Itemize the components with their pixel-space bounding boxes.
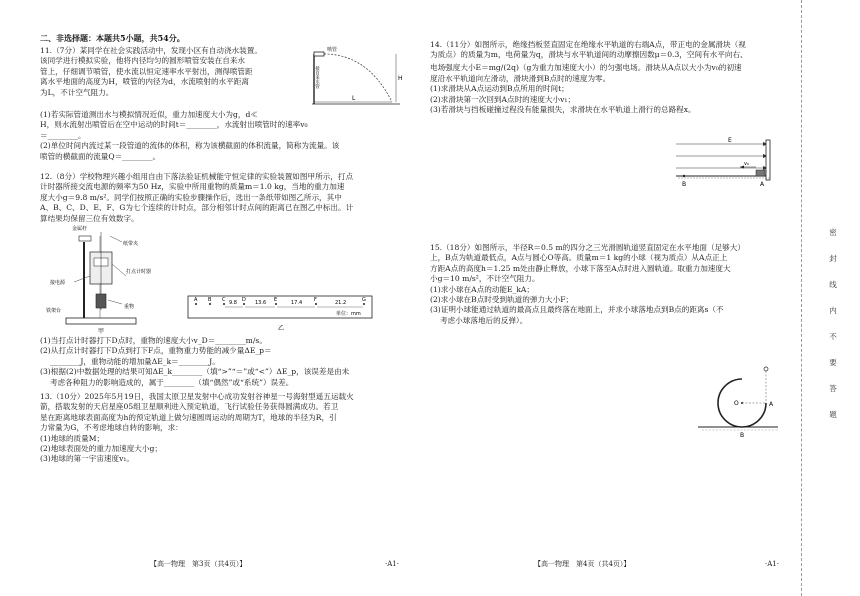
point-b-label: B xyxy=(740,432,745,439)
q12-line: 算结果均保留三位有效数字。 xyxy=(40,213,139,223)
point-a-label: A xyxy=(760,181,765,188)
q12-line: A、B、C、D、E、F、G为七个连续的计时点，部分相邻计时点间的距离已在图乙中标出。计 xyxy=(40,203,354,213)
q14-sub: (1)求滑块从A点运动到B点所用的时间t； xyxy=(430,84,569,94)
question-11 xyxy=(40,46,302,98)
tape-point-dot xyxy=(315,303,317,305)
question-12 xyxy=(40,172,404,224)
q11-line: 11.（7分）某同学在社会实践活动中，发现小区有自动浇水装置。 xyxy=(40,46,262,55)
question-15 xyxy=(430,243,785,326)
metal-rod-label: 金属杆 xyxy=(72,226,88,232)
tape-point-label: G xyxy=(362,297,366,303)
binding-strip-char: 封 xyxy=(829,254,837,263)
binding-strip xyxy=(801,0,860,596)
q11-line: 为L，不计空气阻力。 xyxy=(40,87,114,97)
q13-line: 13.（10分）2025年5月19日，我国太原卫星发射中心成功发射谷神星一号海射型遥五运载火 xyxy=(40,392,354,401)
distance-label: L xyxy=(352,95,356,102)
q15-sub: (3)证明小球能通过轨道的最高点且最终落在地面上，并求小球落地点到B点的距离s（不 xyxy=(430,305,724,315)
q11-sub2: (2)单位时间内流过某一段管道的流体的体积，称为该横截面的体积流量，简称为流量。该 xyxy=(40,141,340,151)
tape-distance-label: 21.2 xyxy=(335,300,347,306)
velocity-label: v₀ xyxy=(744,161,749,167)
page-code-left: ·A1· xyxy=(385,560,399,568)
tape-point-dot xyxy=(243,303,245,305)
q14-line: 14.（11分）如图所示，绝缘挡板竖直固定在绝缘水平轨道的右端A点，带正电的金属滑块（视 xyxy=(430,40,746,49)
q15-sub: (2)求小球在B点时受到轨道的弹力大小F； xyxy=(430,295,574,305)
q14-figure xyxy=(674,136,780,192)
q11-sub1: H，则水流射出喷管后在空中运动的时间t＝________，水流射出喷管时的速率v₀ xyxy=(40,120,308,130)
pipe-label: 接自来水管 xyxy=(314,66,320,89)
tape-distance-label: 13.6 xyxy=(255,300,267,306)
tape-distance-label: 17.4 xyxy=(291,300,303,306)
q11-sub1: (1)若实际管道测出水与模拟情况近似，重力加速度大小为g，d≪ xyxy=(40,110,258,119)
tape-point-label: C xyxy=(222,297,226,303)
q13-line: 箭，搭载发射的天启星座05组卫星顺利进入预定轨道，飞行试验任务获得圆满成功。若卫 xyxy=(40,402,339,412)
unit-label: 单位：mm xyxy=(336,311,361,317)
tape-point-label: F xyxy=(314,297,317,303)
q12-sub3: 考虑各种阻力的影响造成的，属于________（填“偶然”或“系统”）误差。 xyxy=(50,377,294,387)
height-label: H xyxy=(398,75,403,82)
q15-line: 小g＝10 m/s²，不计空气阻力。 xyxy=(430,274,540,284)
tape-point-label: D xyxy=(242,297,246,303)
q14-sub: (3)若滑块与挡板碰撞过程没有能量损失，求滑块在水平轨道上滑行的总路程x。 xyxy=(430,105,696,115)
tape-point-label: B xyxy=(208,297,212,303)
q11-sub1: ＝________。 xyxy=(40,130,86,140)
page-footer-right: 【高一物理 第4页（共4页）】 xyxy=(534,560,631,568)
binding-strip-char: 线 xyxy=(829,280,837,289)
timer-label: 打点计时器 xyxy=(126,269,152,275)
binding-strip-char: 答 xyxy=(829,384,837,393)
figure-caption-yi: 乙 xyxy=(278,325,285,332)
q13-sub: (2)地球表面处的重力加速度大小g； xyxy=(40,444,162,454)
q15-line: 15.（18分）如图所示，半径R＝0.5 m的四分之三光滑圆轨道竖直固定在水平地面（足够大） xyxy=(430,243,745,252)
q11-sub2: 喷管的横截面的流量Q＝________。 xyxy=(40,151,161,161)
q13-sub: (1)地球的质量M； xyxy=(40,433,105,443)
page-code-right: ·A1· xyxy=(765,560,779,568)
q14-line: 为质点）的质量为m，电荷量为q，滑块与水平轨道间的动摩擦因数μ＝0.3，空间有水平向右、 xyxy=(430,50,748,60)
tape-point-dot xyxy=(363,303,365,305)
q12-figure-yi xyxy=(186,290,378,334)
q13-sub: (3)地球的第一宇宙速度v₁。 xyxy=(40,454,135,464)
q14-line: 电场强度大小E＝mg/(2q)（g为重力加速度大小）的匀强电场。滑块从A点以大小为v₀的初速 xyxy=(430,62,742,72)
q12-line: 计时器所接交流电源的频率为50 Hz，实验中所用重物的质量m＝1.0 kg，当地的重力加速 xyxy=(40,182,345,192)
q15-line: 方距A点的高度h＝1.25 m处由静止释放，小球下落至A点时进入圆轨道。取重力加速度大 xyxy=(430,263,731,273)
question-13 xyxy=(40,392,404,465)
binding-strip-char: 不 xyxy=(829,332,837,341)
tape-distance-label: 9.8 xyxy=(229,300,237,306)
q15-sub: 考虑小球落地后的反弹）。 xyxy=(440,315,528,325)
question-11-subs xyxy=(40,110,404,162)
figure-caption-jia: 甲 xyxy=(98,328,105,335)
stand-label: 铁架台 xyxy=(46,308,62,314)
q12-sub1: (1)当打点计时器打下D点时，重物的速度大小v_D＝________m/s。 xyxy=(40,336,267,345)
q12-line: 度大小g＝9.8 m/s²。同学们按照正确的实验步骤操作后，选出一条纸带如图乙所示，其中 xyxy=(40,192,342,202)
weight-label: 重物 xyxy=(124,304,135,310)
section-title: 二、非选择题：本题共5小题，共54分。 xyxy=(40,33,185,43)
tape-point-dot xyxy=(275,303,277,305)
tape-point-label: A xyxy=(194,297,198,303)
q13-line: 力常量为G，不考虑地球自转的影响，求： xyxy=(40,423,183,433)
tape-point-label: E xyxy=(274,297,278,303)
q12-sub2: (2)从打点计时器打下D点到打下F点，重物重力势能的减少量ΔE_p＝ xyxy=(40,346,272,356)
q12-figure-jia xyxy=(42,222,162,336)
tape-point-dot xyxy=(223,303,225,305)
q15-figure xyxy=(692,345,782,440)
q11-figure xyxy=(308,44,404,108)
binding-strip-char: 内 xyxy=(829,306,837,315)
nozzle-label: 喷管 xyxy=(327,47,338,53)
point-a-label: A xyxy=(769,401,774,408)
field-label: E xyxy=(728,137,732,144)
tape-clip-label: 纸带夹 xyxy=(123,241,139,247)
binding-strip-char: 密 xyxy=(829,228,837,237)
page-footer-left: 【高一物理 第3页（共4页）】 xyxy=(150,560,247,568)
q11-line: 离水平地面的高度为H，喷管的内径为d，水流喷射的水平距离 xyxy=(40,77,249,87)
power-label: 接电源 xyxy=(50,280,66,286)
q13-line: 星在距离地球表面高度为h的预定轨道上做匀速圆周运动的周期为T，地球的半径为R，引 xyxy=(40,412,337,422)
question-14 xyxy=(430,40,785,115)
center-o-label: O xyxy=(734,400,739,407)
q11-line: 管上，仔细调节喷管，使水流以恒定速率水平射出，测得喷管距 xyxy=(40,66,253,76)
q14-sub: (2)求滑块第一次回到A点时的速度大小v₁； xyxy=(430,94,576,104)
binding-strip-char: 题 xyxy=(829,410,837,419)
q15-line: 上，B点为轨道最低点，A点与圆心O等高。质量m＝1 kg的小球（视为质点）从A点正上 xyxy=(430,253,728,263)
q11-line: 该同学进行模拟实验，他将内径均匀的圆形喷管安装在自来水 xyxy=(40,56,246,66)
tape-point-dot xyxy=(195,303,197,305)
q12-line: 12.（8分）学校物理兴趣小组用自由下落法验证机械能守恒定律的实验装置如图甲所示，打点 xyxy=(40,172,354,181)
question-12-subs xyxy=(40,336,404,388)
q15-sub: (1)求小球在A点的动能E_kA； xyxy=(430,284,535,294)
point-b-label: B xyxy=(682,181,687,188)
q12-sub3: (3)根据(2)中数据处理的结果可知ΔE_k________（填“>”“＝”或“<”）ΔE_p，该误差是由未 xyxy=(40,367,350,377)
binding-strip-char: 要 xyxy=(829,358,837,367)
tape-point-dot xyxy=(209,303,211,305)
q14-line: 度沿水平轨道向左滑动，滑块滑到B点时的速度为零。 xyxy=(430,73,611,83)
q12-sub2: ________J，重物动能的增加量ΔE_k＝________J。 xyxy=(50,356,220,366)
